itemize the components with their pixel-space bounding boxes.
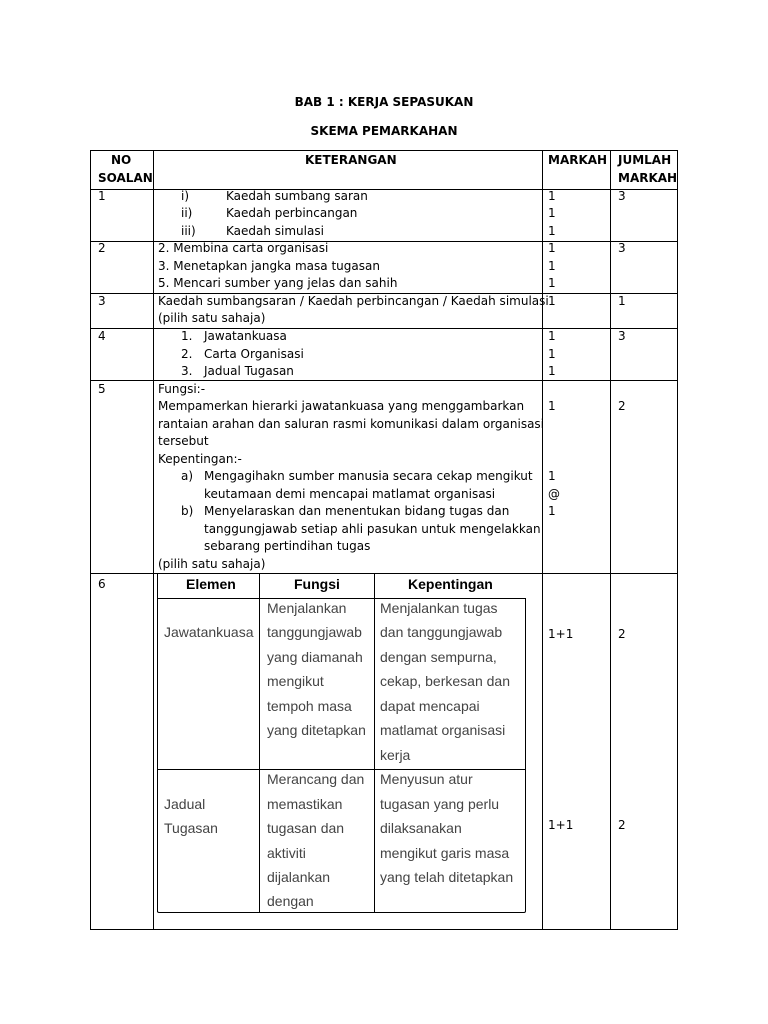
question-number: 1: [98, 189, 106, 203]
inner-divider: [374, 573, 375, 599]
header-no: NO: [111, 153, 132, 167]
list-number: ii): [181, 206, 193, 220]
header-jumlah: JUMLAH: [618, 153, 672, 167]
total-mark: 2: [618, 627, 626, 641]
mark-value: 1: [548, 294, 556, 308]
inner-divider: [259, 573, 260, 599]
mark-value: 1+1: [548, 818, 574, 832]
fungsi-line: Menjalankan: [267, 600, 347, 616]
total-mark: 3: [618, 189, 626, 203]
answer-line: Menyelaraskan dan menentukan bidang tugas dan: [204, 504, 510, 518]
fungsi-line: tanggungjawab: [267, 624, 362, 640]
fungsi-label: Fungsi:-: [158, 382, 206, 396]
row-divider: [91, 328, 677, 329]
list-number: i): [181, 189, 190, 203]
mark-value: 1: [548, 504, 556, 518]
list-item: Kaedah simulasi: [226, 224, 324, 238]
mark-value: 1: [548, 206, 556, 220]
kepentingan-line: dengan sempurna,: [380, 649, 497, 665]
column-divider: [610, 151, 611, 929]
mark-value: 1: [548, 259, 556, 273]
total-mark: 2: [618, 399, 626, 413]
total-mark: 3: [618, 241, 626, 255]
elemen-cell: Jawatankuasa: [164, 624, 254, 640]
answer-line: rantaian arahan dan saluran rasmi komunikasi dalam organisasi: [158, 417, 545, 431]
fungsi-line: yang ditetapkan: [267, 722, 366, 738]
mark-value: 1: [548, 347, 556, 361]
answer-line: Mengagihakn sumber manusia secara cekap mengikut: [204, 469, 533, 483]
header-markah: MARKAH: [548, 153, 608, 167]
list-item: Kaedah perbincangan: [226, 206, 358, 220]
list-item: Jawatankuasa: [204, 329, 287, 343]
fungsi-line: yang diamanah: [267, 649, 363, 665]
header-soalan: SOALAN: [98, 171, 153, 185]
mark-value: 1: [548, 469, 556, 483]
mark-value: 1: [548, 329, 556, 343]
list-item: Kaedah sumbang saran: [226, 189, 368, 203]
question-number: 2: [98, 241, 106, 255]
fungsi-line: mengikut: [267, 673, 324, 689]
kepentingan-line: matlamat organisasi: [380, 722, 506, 738]
kepentingan-line: mengikut garis masa: [380, 845, 510, 861]
question-number: 5: [98, 382, 106, 396]
document-subtitle: SKEMA PEMARKAHAN: [310, 124, 458, 138]
kepentingan-line: dan tanggungjawab: [380, 624, 503, 640]
kepentingan-line: Menyusun atur: [380, 771, 473, 787]
list-number: 1.: [181, 329, 193, 343]
kepentingan-line: kerja: [380, 747, 411, 763]
answer-line: 5. Mencari sumber yang jelas dan sahih: [158, 276, 398, 290]
column-divider: [153, 151, 154, 929]
kepentingan-line: dilaksanakan: [380, 820, 462, 836]
mark-value: 1: [548, 241, 556, 255]
answer-line: Kaedah sumbangsaran / Kaedah perbincangan / Kaedah simulasi: [158, 294, 549, 308]
list-item: Carta Organisasi: [204, 347, 304, 361]
answer-line: 2. Membina carta organisasi: [158, 241, 329, 255]
question-number: 4: [98, 329, 106, 343]
mark-value: 1: [548, 189, 556, 203]
fungsi-line: tugasan dan: [267, 820, 345, 836]
kepentingan-line: yang telah ditetapkan: [380, 869, 514, 885]
list-number: 2.: [181, 347, 193, 361]
list-number: 3.: [181, 364, 193, 378]
mark-value: 1: [548, 224, 556, 238]
kepentingan-label: Kepentingan:-: [158, 452, 242, 466]
total-mark: 2: [618, 818, 626, 832]
kepentingan-line: tugasan yang perlu: [380, 796, 500, 812]
answer-line: tanggungjawab setiap ahli pasukan untuk mengelakkan: [204, 522, 541, 536]
answer-line: (pilih satu sahaja): [158, 311, 266, 325]
kepentingan-line: cekap, berkesan dan: [380, 673, 510, 689]
question-number: 3: [98, 294, 106, 308]
answer-line: tersebut: [158, 434, 209, 448]
inner-header-fungsi: Fungsi: [294, 576, 340, 592]
fungsi-line: memastikan: [267, 796, 343, 812]
document-title: BAB 1 : KERJA SEPASUKAN: [294, 95, 474, 109]
answer-line: (pilih satu sahaja): [158, 557, 266, 571]
fungsi-line: aktiviti: [267, 845, 306, 861]
fungsi-line: tempoh masa: [267, 698, 352, 714]
elemen-cell: Tugasan: [164, 820, 218, 836]
mark-value: 1: [548, 364, 556, 378]
answer-line: keutamaan demi mencapai matlamat organisasi: [204, 487, 496, 501]
mark-value: 1: [548, 399, 556, 413]
total-mark: 1: [618, 294, 626, 308]
mark-value: @: [548, 487, 560, 501]
answer-line: Mempamerkan hierarki jawatankuasa yang menggambarkan: [158, 399, 525, 413]
fungsi-line: Merancang dan: [267, 771, 365, 787]
list-number: iii): [181, 224, 196, 238]
list-item: Jadual Tugasan: [204, 364, 294, 378]
header-jumlah-markah: MARKAH: [618, 171, 678, 185]
list-number: b): [181, 504, 194, 518]
mark-value: 1: [548, 276, 556, 290]
inner-header-kepentingan: Kepentingan: [408, 576, 493, 592]
fungsi-line: dijalankan: [267, 869, 331, 885]
answer-line: sebarang pertindihan tugas: [204, 539, 371, 553]
header-keterangan: KETERANGAN: [305, 153, 397, 167]
column-divider: [542, 151, 543, 929]
inner-header-elemen: Elemen: [186, 576, 236, 592]
fungsi-line: dengan: [267, 893, 314, 909]
answer-line: 3. Menetapkan jangka masa tugasan: [158, 259, 380, 273]
mark-value: 1+1: [548, 627, 574, 641]
row-divider: [91, 189, 677, 190]
list-number: a): [181, 469, 194, 483]
total-mark: 3: [618, 329, 626, 343]
elemen-cell: Jadual: [164, 796, 206, 812]
question-number: 6: [98, 577, 106, 591]
kepentingan-line: Menjalankan tugas: [380, 600, 498, 616]
kepentingan-line: dapat mencapai: [380, 698, 480, 714]
